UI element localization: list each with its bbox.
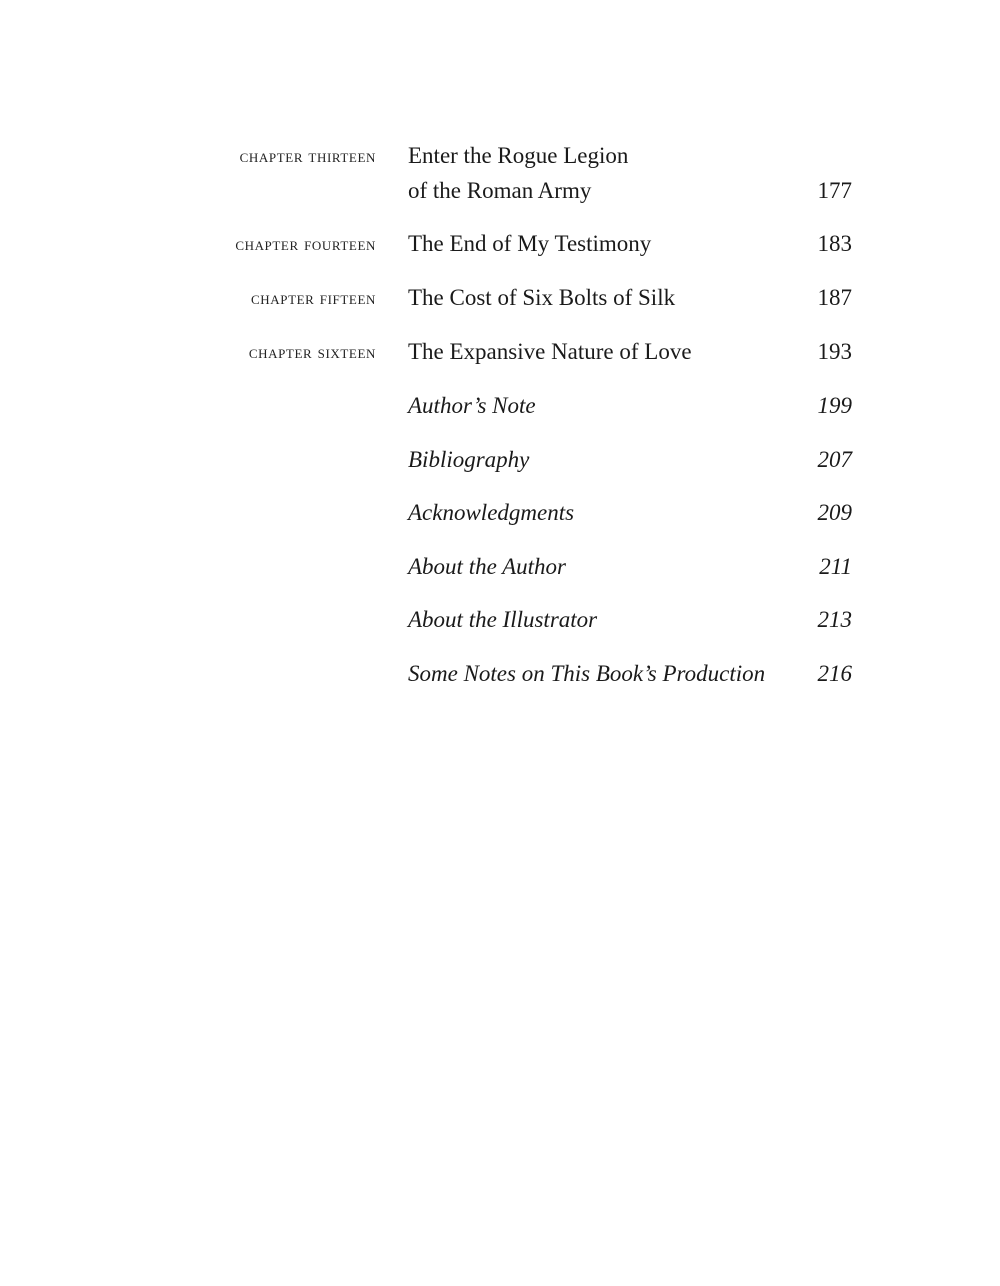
page-number: 209 — [817, 500, 852, 525]
back-matter-title: Some Notes on This Book’s Production — [408, 661, 766, 686]
page-number: 213 — [817, 607, 852, 632]
chapter-title: The End of My Testimony — [408, 231, 652, 256]
chapter-label: chapter sixteen — [248, 342, 376, 363]
chapter-title — [408, 138, 628, 208]
chapter-label: chapter fifteen — [251, 288, 376, 309]
toc-entry-chapter-thirteen — [0, 138, 1000, 226]
page-number: 216 — [817, 661, 852, 686]
page-number: 187 — [817, 285, 852, 310]
page-number: 211 — [819, 554, 852, 579]
page-number: 199 — [817, 393, 852, 418]
chapter-label: chapter fourteen — [235, 234, 376, 255]
chapter-title: The Cost of Six Bolts of Silk — [408, 285, 676, 310]
back-matter-title: About the Author — [408, 554, 567, 579]
toc-entry-chapter-fifteen — [0, 280, 1000, 334]
page-number: 207 — [817, 447, 852, 472]
table-of-contents — [0, 138, 1000, 710]
toc-entry-chapter-fourteen — [0, 226, 1000, 280]
toc-entry-acknowledgments — [0, 495, 1000, 549]
toc-entry-authors-note — [0, 388, 1000, 442]
chapter-title: The Expansive Nature of Love — [408, 339, 692, 364]
toc-entry-chapter-sixteen — [0, 334, 1000, 388]
page-number: 177 — [817, 178, 852, 203]
toc-entry-about-the-illustrator — [0, 602, 1000, 656]
toc-entry-about-the-author — [0, 549, 1000, 602]
toc-entry-production-notes — [0, 656, 1000, 710]
back-matter-title: Author’s Note — [408, 393, 536, 418]
back-matter-title: Bibliography — [408, 447, 530, 472]
chapter-title-line-2: of the Roman Army — [408, 178, 592, 203]
page-number: 193 — [817, 339, 852, 364]
back-matter-title: Acknowledgments — [408, 500, 575, 525]
page-number: 183 — [817, 231, 852, 256]
chapter-title-line-1: Enter the Rogue Legion — [408, 143, 629, 168]
back-matter-title: About the Illustrator — [408, 607, 598, 632]
chapter-label: chapter thirteen — [239, 146, 376, 167]
toc-entry-bibliography — [0, 442, 1000, 495]
